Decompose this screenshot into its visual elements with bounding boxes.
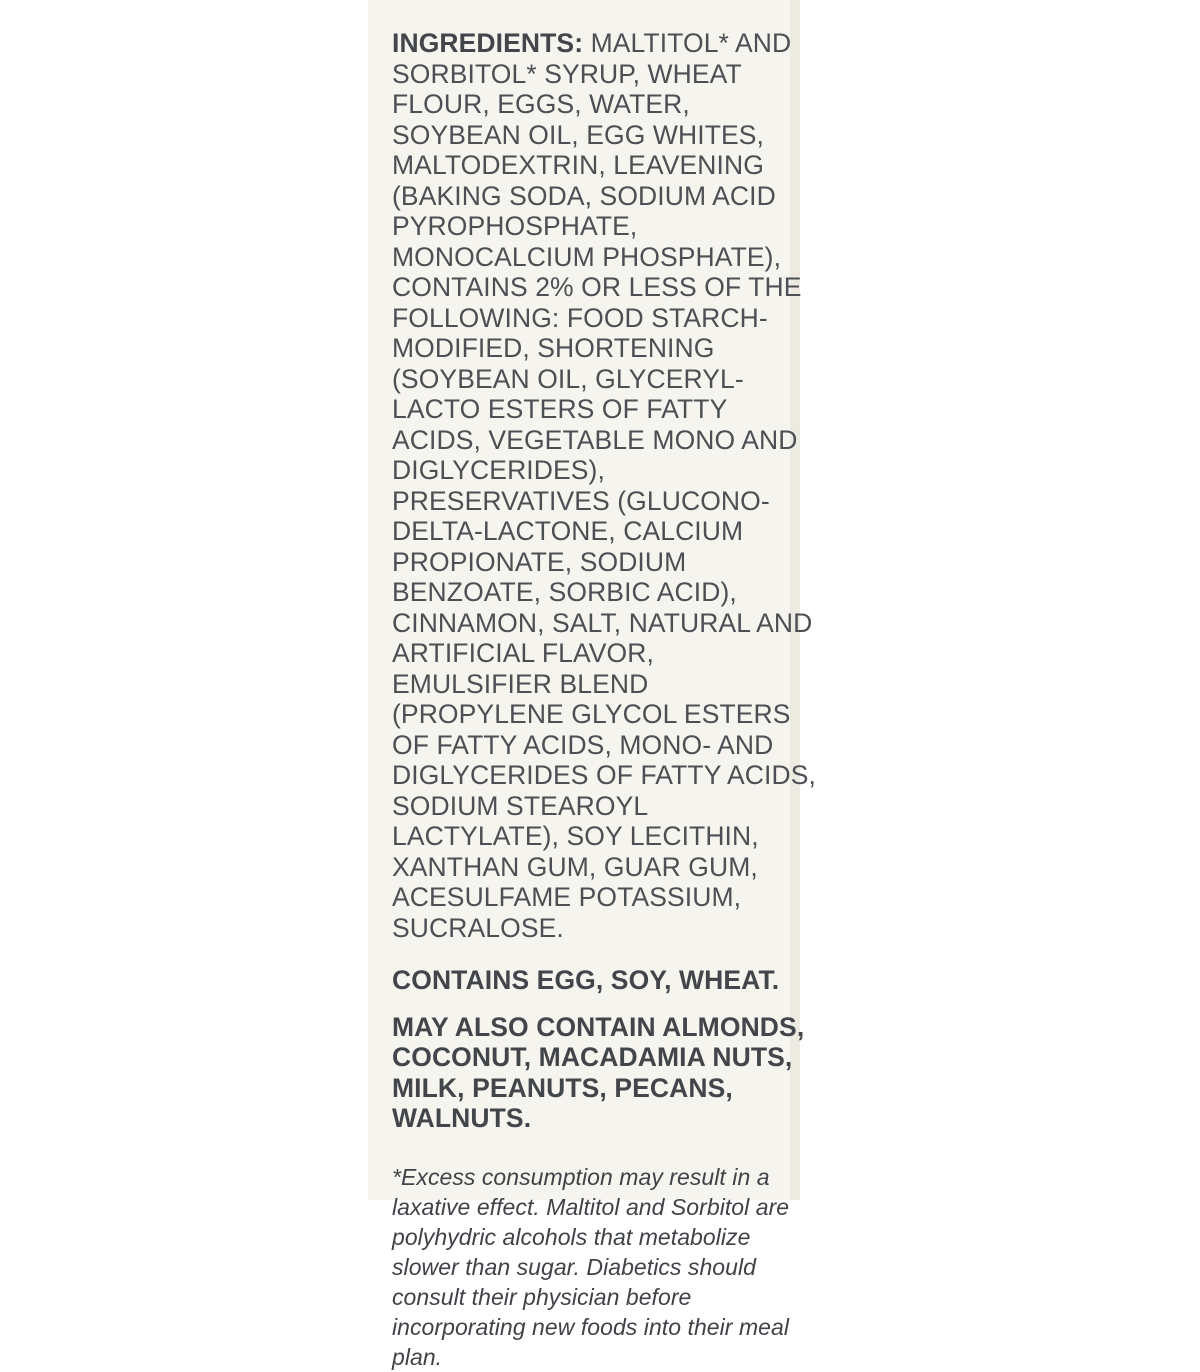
- spacer-1: [392, 943, 816, 965]
- laxative-footnote: *Excess consumption may result in a laxative effect. Maltitol and Sorbitol are polyhydric alcohols that metabolize slower than sugar. Diabetics should consult their physician before incorporating new foods into their meal plan.: [392, 1163, 790, 1370]
- may-also-contain-statement: MAY ALSO CONTAIN ALMONDS, COCONUT, MACADAMIA NUTS, MILK, PEANUTS, PECANS, WALNUTS.: [392, 1011, 805, 1133]
- label-content: [392, 28, 816, 1372]
- spacer-2: [392, 996, 816, 1012]
- ingredients-heading: INGREDIENTS:: [392, 28, 584, 58]
- ingredients-paragraph: [392, 28, 816, 943]
- spacer-3: [392, 1134, 816, 1162]
- contains-statement: CONTAINS EGG, SOY, WHEAT.: [392, 965, 780, 995]
- ingredients-body: MALTITOL* AND SORBITOL* SYRUP, WHEAT FLOUR, EGGS, WATER, SOYBEAN OIL, EGG WHITES, MALTODEXTRIN, LEAVENING (BAKING SODA, SODIUM ACID PYROPHOSPHATE, MONOCALCIUM PHOSPHATE), CONTAINS 2% OR LESS OF THE FOLLOWING: FOOD STARCH-MODIFIED, SHORTENING (SOYBEAN OIL, GLYCERYL-LACTO ESTERS OF FATTY ACIDS, VEGETABLE MONO AND DIGLYCERIDES), PRESERVATIVES (GLUCONO-DELTA-LACTONE, CALCIUM PROPIONATE, SODIUM BENZOATE, SORBIC ACID), CINNAMON, SALT, NATURAL AND ARTIFICIAL FLAVOR, EMULSIFIER BLEND (PROPYLENE GLYCOL ESTERS OF FATTY ACIDS, MONO- AND DIGLYCERIDES OF FATTY ACIDS, SODIUM STEAROYL LACTYLATE), SOY LECITHIN, XANTHAN GUM, GUAR GUM, ACESULFAME POTASSIUM, SUCRALOSE.: [392, 28, 816, 943]
